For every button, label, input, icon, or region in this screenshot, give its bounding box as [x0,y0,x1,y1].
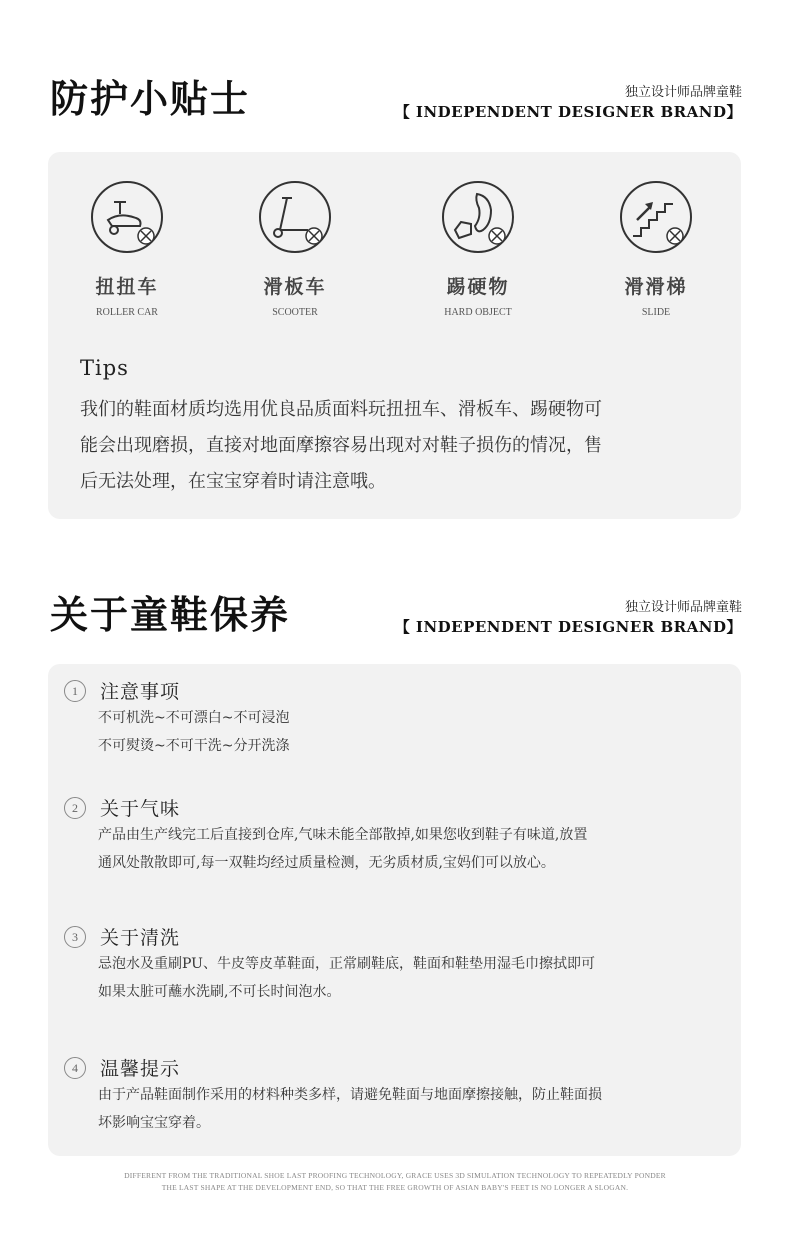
item-number: 4 [64,1057,86,1079]
care-item [64,677,714,760]
tips-line: 我们的鞋面材质均选用优良品质面料玩扭扭车、滑板车、踢硬物可 [80,399,602,420]
tips-heading: Tips [80,356,129,380]
brand-en: 【 INDEPENDENT DESIGNER BRAND】 [394,103,742,121]
item-line: 忌泡水及重刷PU、牛皮等皮革鞋面，正常刷鞋底，鞋面和鞋垫用湿毛巾擦拭即可 [98,956,595,972]
scooter-icon [258,180,332,254]
item-title: 关于清洗 [100,927,181,949]
item-number: 1 [64,680,86,702]
icon-label-cn: 滑滑梯 [624,276,688,298]
item-number: 2 [64,797,86,819]
item-line: 如果太脏可蘸水洗刷,不可长时间泡水。 [98,984,341,1000]
item-line: 不可熨烫~不可干洗~分开洗涤 [98,738,290,754]
icon-label-en: ROLLER CAR [96,307,158,318]
footer-line: DIFFERENT FROM THE TRADITIONAL SHOE LAST PROOFING TECHNOLOGY, GRACE USES 3D SIMULATION TECHNOLOGY TO REPEATEDLY PONDER [124,1171,666,1180]
brand-label [395,84,742,122]
item-number: 3 [64,926,86,948]
slide-icon [619,180,693,254]
icon-label-en: HARD OBJECT [444,307,512,318]
item-title: 关于气味 [100,798,181,820]
tips-line: 能会出现磨损，直接对地面摩擦容易出现对对鞋子损伤的情况，售 [80,435,602,456]
hard-object-icon [441,180,515,254]
icon-item-scooter [225,180,365,318]
item-title: 温馨提示 [100,1058,181,1080]
brand-en: 【 INDEPENDENT DESIGNER BRAND】 [394,618,742,636]
brand-label [395,599,742,637]
icon-item-roller-car [57,180,197,318]
icon-label-cn: 踢硬物 [446,276,510,298]
icon-label-en: SLIDE [641,307,671,318]
footer-slogan [0,1170,790,1194]
item-line: 通风处散散即可,每一双鞋均经过质量检测，无劣质材质,宝妈们可以放心。 [98,855,555,871]
care-item [64,794,714,877]
icon-item-slide [586,180,726,318]
brand-cn: 独立设计师品牌童鞋 [624,600,742,615]
tips-line: 后无法处理，在宝宝穿着时请注意哦。 [80,471,386,492]
tips-body [80,392,720,500]
item-line: 产品由生产线完工后直接到仓库,气味未能全部散掉,如果您收到鞋子有味道,放置 [98,827,588,843]
item-title: 注意事项 [100,681,181,703]
icon-label-cn: 扭扭车 [95,276,159,298]
brand-cn: 独立设计师品牌童鞋 [624,85,742,100]
item-line: 坏影响宝宝穿着。 [98,1115,210,1131]
item-line: 由于产品鞋面制作采用的材料种类多样，请避免鞋面与地面摩擦接触，防止鞋面损 [98,1087,602,1103]
section-title-protection: 防护小贴士 [50,76,251,121]
care-item [64,1054,714,1137]
icon-label-en: SCOOTER [272,307,318,318]
care-item [64,923,714,1006]
icon-item-hard-object [408,180,548,318]
icon-label-cn: 滑板车 [263,276,327,298]
item-line: 不可机洗~不可漂白~不可浸泡 [98,710,290,726]
roller-car-icon [90,180,164,254]
section-title-care: 关于童鞋保养 [50,592,291,637]
footer-line: THE LAST SHAPE AT THE DEVELOPMENT END, SO THAT THE FREE GROWTH OF ASIAN BABY'S FEET IS NO LONGER A SLOGAN. [161,1183,629,1192]
